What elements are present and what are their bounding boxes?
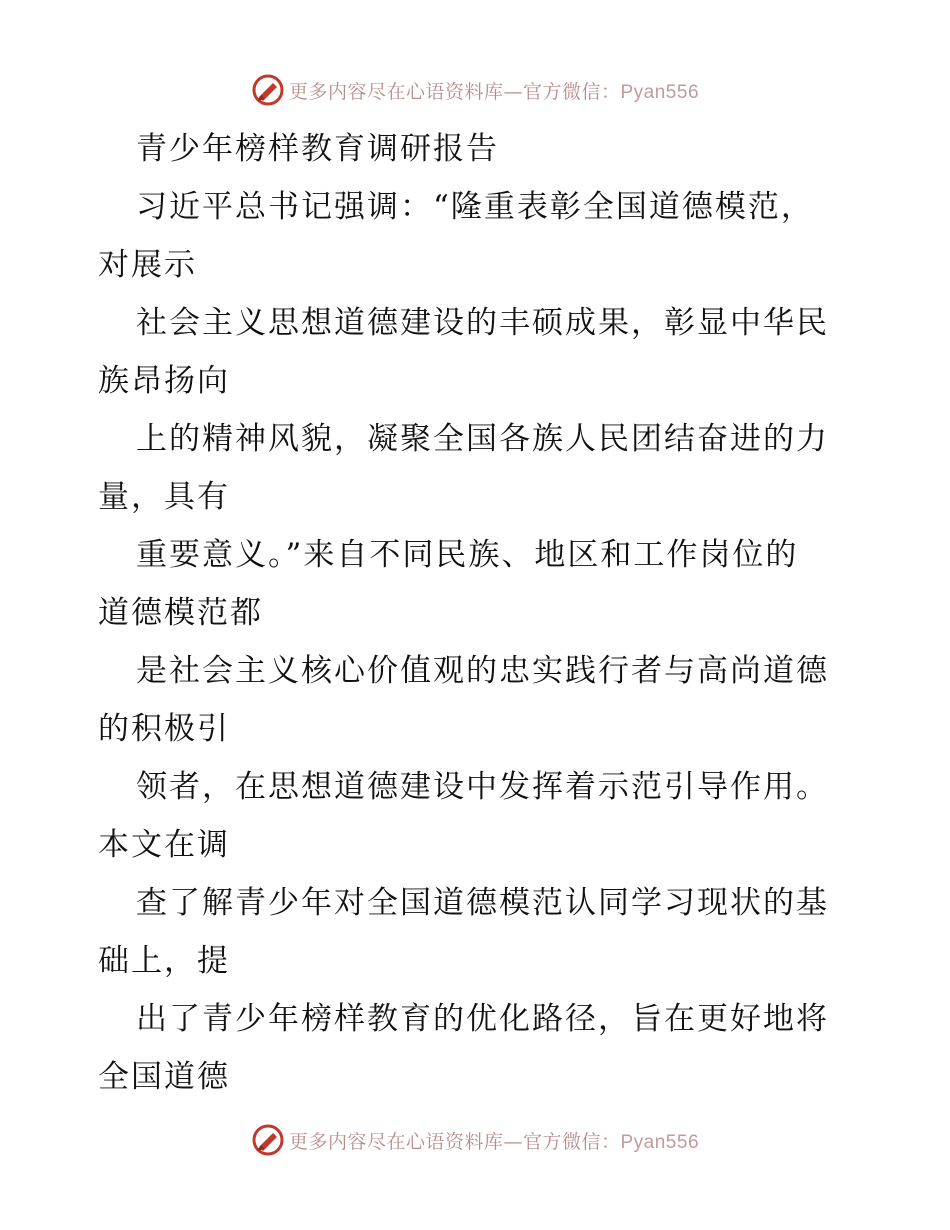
paragraph-line: 出了青少年榜样教育的优化路径，旨在更好地将 [136,1001,829,1037]
header-wechat-id: Pyan556 [620,81,700,103]
footer-banner [0,1120,950,1160]
document-body [98,120,858,1106]
paragraph-line: 全国道德 [98,1059,230,1095]
paragraph-line: 习近平总书记强调：“隆重表彰全国道德模范， [136,189,814,225]
paragraph-line: 重要意义。”来自不同民族、地区和工作岗位的 [136,537,799,573]
header-banner [0,70,950,110]
paragraph-line: 础上，提 [98,943,230,979]
paragraph-line: 对展示 [98,247,197,283]
pen-logo-icon [251,73,285,107]
paragraph-line: 的积极引 [98,711,230,747]
pen-logo-icon [251,1123,285,1157]
paragraph-line: 族昂扬向 [98,363,230,399]
paragraph-line: 量，具有 [98,479,230,515]
paragraph-line: 查了解青少年对全国道德模范认同学习现状的基 [136,885,829,921]
paragraph-line: 本文在调 [98,827,230,863]
paragraph-line: 是社会主义核心价值观的忠实践行者与高尚道德 [136,653,829,689]
header-banner-label: 更多内容尽在心语资料库—官方微信：Pyan556 [288,80,700,103]
paragraph-line: 道德模范都 [98,595,263,631]
footer-banner-label: 更多内容尽在心语资料库—官方微信：Pyan556 [288,1130,700,1153]
paragraph-line: 上的精神风貌，凝聚全国各族人民团结奋进的力 [136,421,829,457]
footer-wechat-id: Pyan556 [620,1131,700,1153]
paragraph-line: 社会主义思想道德建设的丰硕成果，彰显中华民 [136,305,829,341]
paragraph-line: 领者，在思想道德建设中发挥着示范引导作用。 [136,769,829,805]
document-title: 青少年榜样教育调研报告 [136,131,499,167]
